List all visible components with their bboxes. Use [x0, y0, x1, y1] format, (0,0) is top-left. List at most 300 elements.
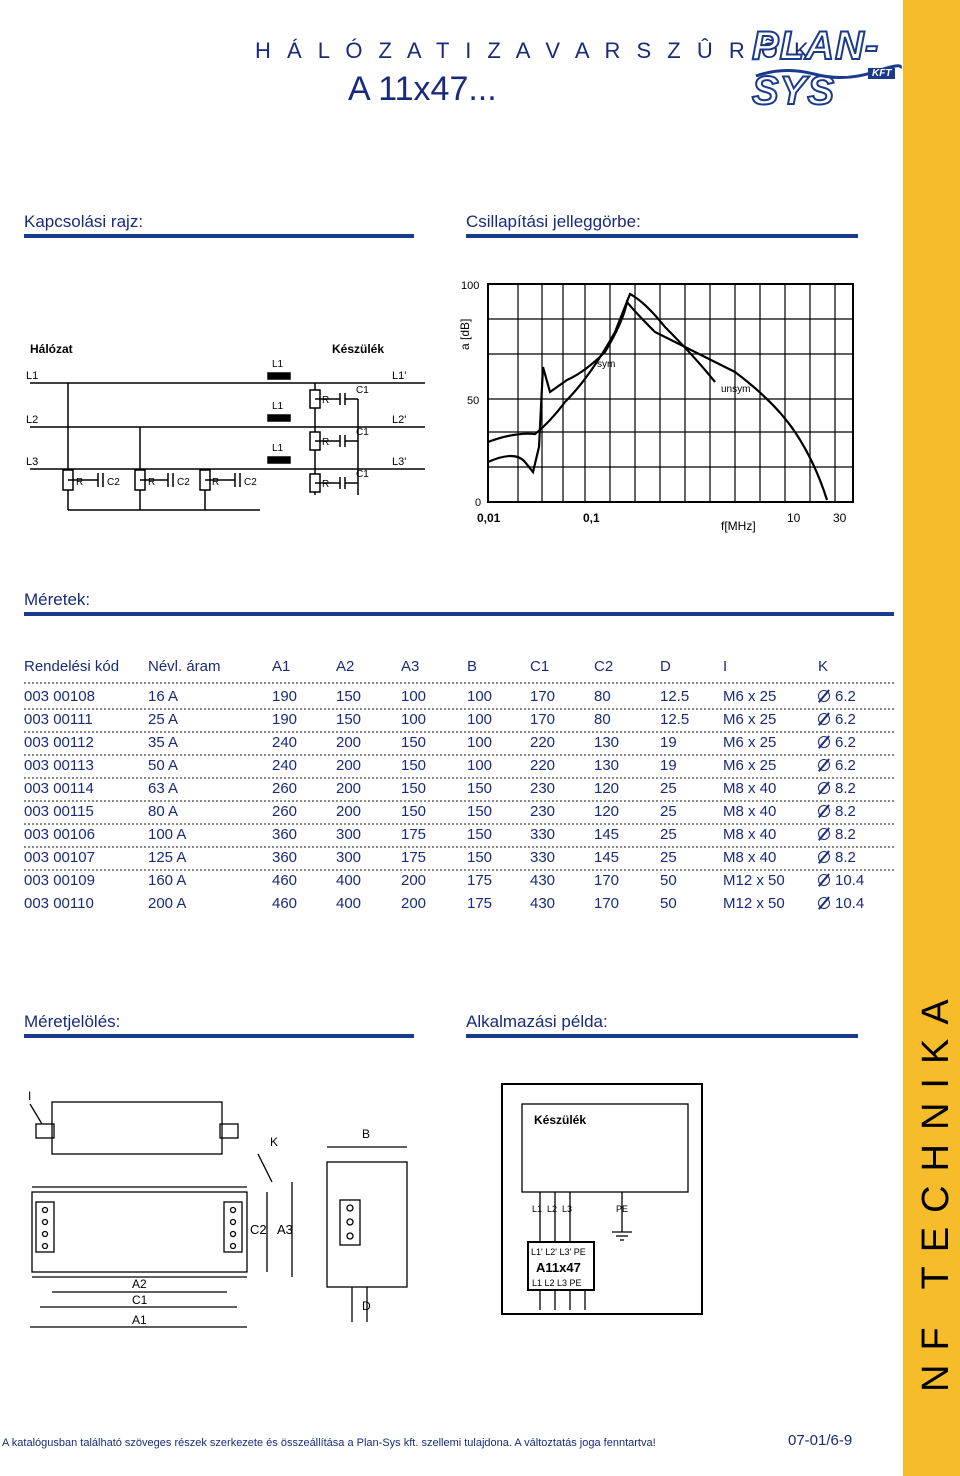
- cell-text: M12 x 50: [723, 895, 785, 912]
- page-number: 07-01/6-9: [788, 1432, 853, 1449]
- cell-a3: [401, 826, 426, 843]
- cell-text: 150: [401, 757, 427, 774]
- cell-text: 6.2: [835, 734, 856, 751]
- cell-current: [148, 734, 178, 751]
- cell-a2: [336, 895, 361, 912]
- cell-i: [723, 688, 776, 705]
- attenuation-heading: Csillapítási jelleggörbe:: [466, 212, 641, 231]
- cell-text: 003 00109: [24, 872, 95, 889]
- cell-text: 400: [336, 872, 362, 889]
- y-tick-50: 50: [467, 395, 480, 407]
- app-term-l3: L3: [562, 1204, 573, 1214]
- row-divider: [24, 731, 894, 733]
- cell-code: [24, 757, 94, 774]
- cell-text: 175: [401, 849, 427, 866]
- cell-k: [818, 872, 864, 889]
- r-label-3: R: [322, 479, 330, 490]
- table-row: [24, 688, 894, 710]
- cell-code: [24, 711, 93, 728]
- cell-text: 200: [401, 872, 427, 889]
- cell-current: [148, 803, 178, 820]
- cell-text: 150: [401, 734, 427, 751]
- line-l2-in: L2: [26, 414, 39, 426]
- cell-d: [660, 688, 689, 705]
- cell-i: [723, 757, 776, 774]
- cell-a1: [272, 849, 297, 866]
- cell-a2: [336, 826, 361, 843]
- cell-text: 100 A: [148, 826, 187, 843]
- cell-text: 145: [594, 826, 620, 843]
- cell-text: 8.2: [835, 780, 856, 797]
- cell-d: [660, 803, 677, 820]
- line-l2-out: L2': [392, 414, 407, 426]
- cell-code: [24, 803, 94, 820]
- y-axis-label: a [dB]: [458, 318, 472, 350]
- cell-text: M8 x 40: [723, 803, 777, 820]
- row-divider: [24, 777, 894, 779]
- cell-text: 6.2: [835, 688, 856, 705]
- x-unit: f[MHz]: [721, 519, 756, 533]
- dim-label-c2: C2: [250, 1222, 267, 1237]
- cell-k: [818, 711, 856, 728]
- cell-text: 150: [336, 711, 362, 728]
- diameter-icon: [818, 897, 830, 909]
- cell-text: 150: [467, 780, 493, 797]
- cell-i: [723, 849, 776, 866]
- cell-text: 170: [594, 872, 620, 889]
- table-row: [24, 849, 894, 871]
- cell-text: 220: [530, 757, 556, 774]
- cell-k: [818, 826, 856, 843]
- cell-text: 003 00113: [24, 757, 94, 774]
- cell-b: [467, 757, 492, 774]
- cell-a1: [272, 826, 297, 843]
- cell-text: 8.2: [835, 849, 856, 866]
- diameter-icon: [818, 782, 830, 794]
- dim-label-c1: C1: [132, 1293, 148, 1307]
- cell-c2: [594, 826, 619, 843]
- cell-a1: [272, 711, 297, 728]
- c2-label-1: C2: [107, 477, 120, 488]
- application-diagram: [500, 1082, 706, 1318]
- col-d: D: [660, 658, 671, 675]
- cell-text: 190: [272, 688, 298, 705]
- c1-label-3: C1: [356, 469, 369, 480]
- app-device-label: Készülék: [534, 1113, 587, 1127]
- diameter-icon: [818, 828, 830, 840]
- cell-i: [723, 895, 785, 912]
- col-k: K: [818, 658, 829, 675]
- cell-text: 230: [530, 780, 556, 797]
- col-a3: A3: [401, 658, 420, 675]
- cell-b: [467, 849, 492, 866]
- cell-text: 170: [530, 711, 556, 728]
- cell-text: 6.2: [835, 757, 856, 774]
- col-c1: C1: [530, 658, 550, 675]
- line-l3-out: L3': [392, 456, 407, 468]
- row-divider: [24, 754, 894, 756]
- dim-marking-rule: [24, 1034, 414, 1038]
- attenuation-rule: [466, 234, 858, 238]
- app-term-pe: PE: [616, 1204, 629, 1214]
- col-i: I: [723, 658, 728, 675]
- dim-label-a3: A3: [277, 1222, 293, 1237]
- cell-d: [660, 711, 689, 728]
- side-band-text: NF TECHNIKA: [915, 985, 957, 1392]
- cell-text: 100: [467, 757, 493, 774]
- cell-c2: [594, 780, 619, 797]
- cell-a1: [272, 688, 297, 705]
- cell-text: 63 A: [148, 780, 179, 797]
- dim-label-b: B: [362, 1127, 371, 1141]
- cell-text: 25: [660, 780, 677, 797]
- cell-code: [24, 872, 95, 889]
- cell-text: 150: [401, 803, 427, 820]
- cell-text: 200: [401, 895, 427, 912]
- diameter-icon: [818, 736, 830, 748]
- cell-a2: [336, 803, 361, 820]
- line-l3-in: L3: [26, 456, 39, 468]
- table-row: [24, 711, 894, 733]
- cell-text: 003 00107: [24, 849, 95, 866]
- cell-a2: [336, 688, 361, 705]
- cell-k: [818, 895, 864, 912]
- dim-label-a1: A1: [132, 1313, 147, 1327]
- r-label-6: R: [212, 477, 220, 488]
- dim-label-i: I: [28, 1089, 32, 1103]
- cell-c2: [594, 803, 619, 820]
- cell-text: 003 00111: [24, 711, 93, 728]
- cell-text: 150: [467, 803, 493, 820]
- cell-a3: [401, 803, 426, 820]
- cell-a2: [336, 711, 361, 728]
- cell-text: 80: [594, 711, 611, 728]
- cell-text: 003 00110: [24, 895, 94, 912]
- col-a2: A2: [336, 658, 355, 675]
- coil-label-2: L1: [272, 401, 284, 412]
- col-a1: A1: [272, 658, 291, 675]
- cell-text: 200: [336, 803, 362, 820]
- cell-text: 150: [467, 849, 493, 866]
- cell-d: [660, 780, 677, 797]
- cell-text: 460: [272, 895, 298, 912]
- cell-c1: [530, 895, 555, 912]
- app-term-l2: L2: [547, 1204, 558, 1214]
- cell-text: 100: [467, 734, 493, 751]
- diameter-icon: [818, 713, 830, 725]
- cell-c1: [530, 734, 555, 751]
- cell-code: [24, 688, 95, 705]
- cell-a1: [272, 734, 297, 751]
- header-divider: [24, 682, 894, 684]
- cell-d: [660, 849, 677, 866]
- cell-text: 200: [336, 757, 362, 774]
- cell-text: 25 A: [148, 711, 179, 728]
- cell-c2: [594, 895, 619, 912]
- table-row: [24, 780, 894, 802]
- cell-text: M6 x 25: [723, 688, 777, 705]
- row-divider: [24, 708, 894, 710]
- diameter-icon: [818, 805, 830, 817]
- cell-b: [467, 826, 492, 843]
- cell-i: [723, 826, 776, 843]
- cell-current: [148, 895, 186, 912]
- cell-text: 19: [660, 757, 677, 774]
- dim-label-k: K: [270, 1135, 279, 1149]
- cell-text: 80: [594, 688, 611, 705]
- cell-a3: [401, 711, 426, 728]
- r-label-2: R: [322, 437, 330, 448]
- cell-text: 190: [272, 711, 298, 728]
- diameter-icon: [818, 759, 830, 771]
- cell-b: [467, 780, 492, 797]
- cell-text: 200: [336, 734, 362, 751]
- cell-text: 200: [336, 780, 362, 797]
- cell-current: [148, 711, 178, 728]
- cell-text: 170: [594, 895, 620, 912]
- cell-c2: [594, 849, 619, 866]
- cell-text: 35 A: [148, 734, 179, 751]
- circuit-diagram: [20, 335, 440, 520]
- cell-a2: [336, 757, 361, 774]
- cell-text: 25: [660, 826, 677, 843]
- application-heading: Alkalmazási példa:: [466, 1012, 608, 1031]
- diameter-icon: [818, 851, 830, 863]
- table-header: [24, 658, 894, 678]
- cell-a1: [272, 780, 297, 797]
- cell-a1: [272, 757, 297, 774]
- x-tick-001: 0,01: [477, 511, 501, 525]
- cell-code: [24, 895, 94, 912]
- table-row: [24, 826, 894, 848]
- cell-text: 8.2: [835, 826, 856, 843]
- cell-text: 50: [660, 872, 677, 889]
- cell-k: [818, 803, 856, 820]
- cell-text: 175: [467, 872, 493, 889]
- cell-text: 003 00112: [24, 734, 94, 751]
- y-tick-100: 100: [461, 280, 480, 292]
- dim-marking-heading: Méretjelölés:: [24, 1012, 121, 1031]
- cell-a1: [272, 895, 297, 912]
- cell-text: 12.5: [660, 711, 690, 728]
- cell-text: 10.4: [835, 895, 865, 912]
- cell-d: [660, 872, 677, 889]
- application-rule: [466, 1034, 858, 1038]
- page-title: H Á L Ó Z A T I Z A V A R S Z Û R Õ K: [255, 38, 814, 63]
- cell-current: [148, 826, 186, 843]
- cell-i: [723, 734, 776, 751]
- cell-text: 8.2: [835, 803, 856, 820]
- cell-text: 175: [467, 895, 493, 912]
- plan-sys-logo: [752, 24, 902, 113]
- col-c2: C2: [594, 658, 614, 675]
- x-tick-30: 30: [833, 511, 847, 525]
- cell-text: 400: [336, 895, 362, 912]
- cell-c1: [530, 688, 555, 705]
- cell-text: 120: [594, 803, 620, 820]
- cell-text: 240: [272, 734, 298, 751]
- cell-a1: [272, 872, 297, 889]
- cell-c2: [594, 734, 619, 751]
- row-divider: [24, 823, 894, 825]
- c2-label-3: C2: [244, 477, 257, 488]
- r-label-1: R: [322, 395, 330, 406]
- cell-k: [818, 849, 856, 866]
- cell-text: 100: [401, 688, 427, 705]
- cell-code: [24, 780, 94, 797]
- device-label: Készülék: [332, 342, 385, 356]
- cell-text: M6 x 25: [723, 734, 777, 751]
- cell-text: 170: [530, 688, 556, 705]
- cell-text: 003 00115: [24, 803, 94, 820]
- cell-text: 150: [401, 780, 427, 797]
- cell-text: 145: [594, 849, 620, 866]
- cell-a3: [401, 688, 426, 705]
- cell-text: 360: [272, 826, 298, 843]
- coil-label-3: L1: [272, 443, 284, 454]
- col-b: B: [467, 658, 478, 675]
- cell-text: 125 A: [148, 849, 187, 866]
- cell-text: 003 00108: [24, 688, 95, 705]
- cell-text: 10.4: [835, 872, 865, 889]
- cell-text: 16 A: [148, 688, 179, 705]
- col-current: Névl. áram: [148, 658, 221, 675]
- cell-a3: [401, 895, 426, 912]
- cell-text: 460: [272, 872, 298, 889]
- cell-text: 6.2: [835, 711, 856, 728]
- cell-a3: [401, 872, 426, 889]
- x-tick-10: 10: [787, 511, 801, 525]
- cell-a2: [336, 849, 361, 866]
- cell-i: [723, 780, 776, 797]
- cell-k: [818, 734, 856, 751]
- cell-text: 260: [272, 803, 298, 820]
- cell-current: [148, 872, 186, 889]
- cell-code: [24, 826, 95, 843]
- cell-text: 100: [401, 711, 427, 728]
- cell-c1: [530, 849, 555, 866]
- cell-k: [818, 780, 856, 797]
- app-term-l1: L1: [532, 1204, 543, 1214]
- line-l1-in: L1: [26, 370, 39, 382]
- x-tick-01: 0,1: [583, 511, 600, 525]
- cell-code: [24, 734, 94, 751]
- cell-b: [467, 803, 492, 820]
- cell-b: [467, 711, 492, 728]
- cell-text: 430: [530, 895, 556, 912]
- y-tick-0: 0: [475, 497, 482, 509]
- cell-text: 240: [272, 757, 298, 774]
- cell-c1: [530, 872, 555, 889]
- dimension-drawing: [22, 1082, 422, 1342]
- cell-text: 330: [530, 849, 556, 866]
- r-label-5: R: [148, 477, 156, 488]
- cell-c2: [594, 872, 619, 889]
- curve-sym-label: sym: [597, 359, 616, 370]
- row-divider: [24, 869, 894, 871]
- cell-text: M12 x 50: [723, 872, 785, 889]
- cell-text: 300: [336, 849, 362, 866]
- logo-brand: PLAN-SYS: [752, 24, 880, 113]
- cell-c1: [530, 757, 555, 774]
- cell-a2: [336, 780, 361, 797]
- cell-text: M8 x 40: [723, 826, 777, 843]
- cell-b: [467, 688, 492, 705]
- line-l1-out: L1': [392, 370, 407, 382]
- table-row: [24, 803, 894, 825]
- table-row: [24, 895, 894, 917]
- curve-unsym-label: unsym: [721, 384, 751, 395]
- cell-text: 300: [336, 826, 362, 843]
- model-title: A 11x47...: [348, 70, 497, 108]
- c1-label-2: C1: [356, 427, 369, 438]
- cell-text: 220: [530, 734, 556, 751]
- table-row: [24, 734, 894, 756]
- cell-text: 100: [467, 711, 493, 728]
- cell-a1: [272, 803, 297, 820]
- cell-text: 430: [530, 872, 556, 889]
- cell-current: [148, 688, 178, 705]
- cell-text: 230: [530, 803, 556, 820]
- table-row: [24, 757, 894, 779]
- cell-a2: [336, 734, 361, 751]
- cell-a3: [401, 780, 426, 797]
- cell-text: 80 A: [148, 803, 179, 820]
- cell-text: 50 A: [148, 757, 179, 774]
- cell-c1: [530, 780, 555, 797]
- cell-current: [148, 757, 178, 774]
- cell-text: 003 00106: [24, 826, 95, 843]
- cell-text: M8 x 40: [723, 780, 777, 797]
- cell-d: [660, 757, 677, 774]
- cell-current: [148, 849, 186, 866]
- cell-c1: [530, 826, 555, 843]
- cell-c1: [530, 803, 555, 820]
- cell-i: [723, 711, 776, 728]
- cell-c2: [594, 757, 619, 774]
- cell-c2: [594, 688, 611, 705]
- diameter-icon: [818, 874, 830, 886]
- cell-b: [467, 872, 492, 889]
- dimensions-heading: Méretek:: [24, 590, 91, 609]
- dim-label-d: D: [362, 1299, 371, 1313]
- cell-text: 150: [467, 826, 493, 843]
- logo-kft: KFT: [868, 68, 895, 79]
- cell-i: [723, 803, 776, 820]
- r-label-4: R: [76, 477, 84, 488]
- footer-note: A katalógusban található szöveges részek szerkezete és összeállítása a Plan-Sys kft. szellemi tulajdona. A változtatás joga fenntartva!: [2, 1437, 656, 1449]
- row-divider: [24, 846, 894, 848]
- col-code: Rendelési kód: [24, 658, 120, 675]
- cell-a3: [401, 757, 426, 774]
- c2-label-2: C2: [177, 477, 190, 488]
- cell-current: [148, 780, 178, 797]
- cell-text: 25: [660, 849, 677, 866]
- coil-label-1: L1: [272, 359, 284, 370]
- dim-label-a2: A2: [132, 1277, 147, 1291]
- cell-text: 330: [530, 826, 556, 843]
- cell-text: 175: [401, 826, 427, 843]
- cell-b: [467, 734, 492, 751]
- diameter-icon: [818, 690, 830, 702]
- cell-text: 12.5: [660, 688, 690, 705]
- attenuation-chart: [455, 272, 860, 540]
- cell-b: [467, 895, 492, 912]
- cell-c1: [530, 711, 555, 728]
- cell-d: [660, 826, 677, 843]
- cell-text: 130: [594, 757, 620, 774]
- filter-name: A11x47: [536, 1260, 581, 1275]
